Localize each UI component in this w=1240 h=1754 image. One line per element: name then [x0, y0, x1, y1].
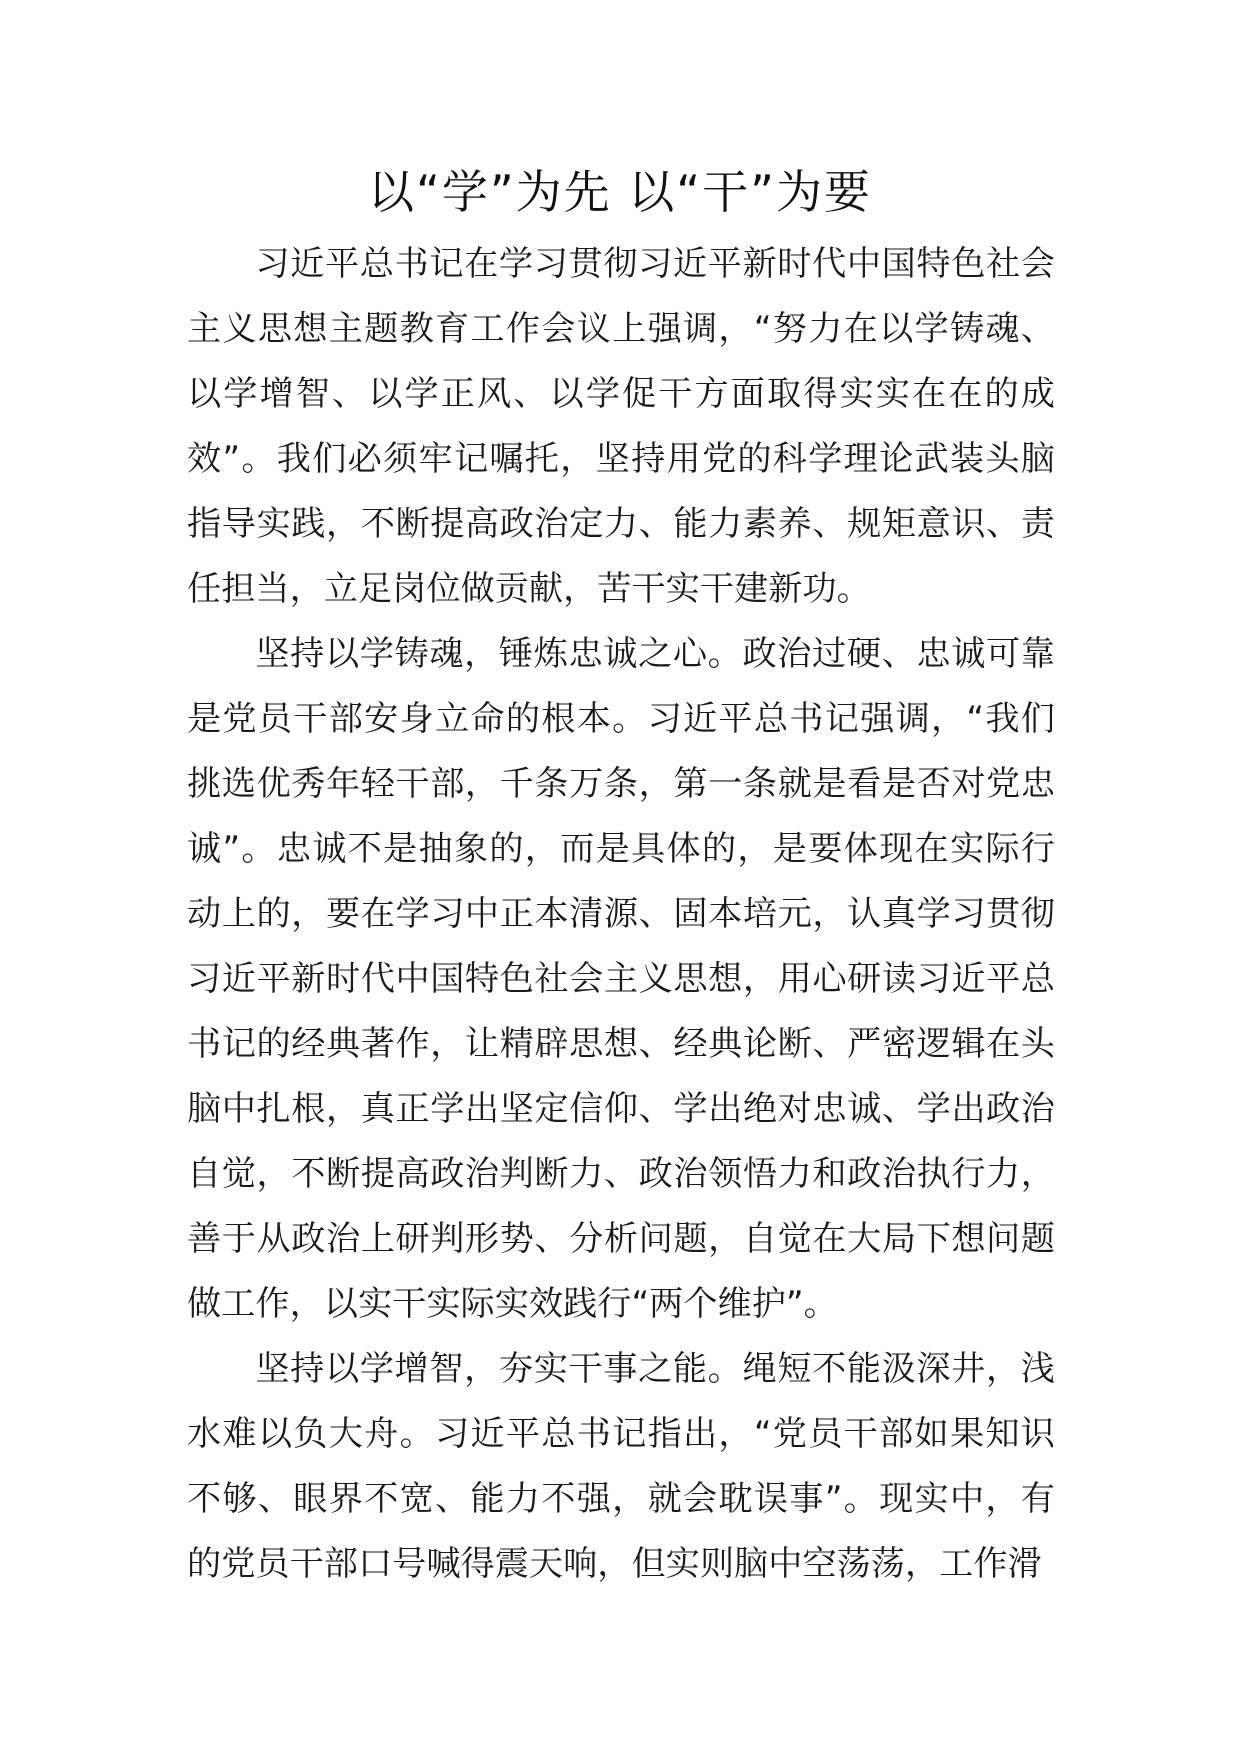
paragraph-ability: 坚持以学增智，夯实干事之能。绳短不能汲深井，浅水难以负大舟。习近平总书记指出，“党员干部如果知识不够、眼界不宽、能力不强，就会耽误事”。现实中，有的党员干部口号喊得震天响，但实则脑中空荡荡，工作滑	[187, 1349, 1055, 1584]
paragraph-intro: 习近平总书记在学习贯彻习近平新时代中国特色社会主义思想主题教育工作会议上强调，“努力在以学铸魂、以学增智、以学正风、以学促干方面取得实实在在的成效”。我们必须牢记嘱托，坚持用党的科学理论武装头脑指导实践，不断提高政治定力、能力素养、规矩意识、责任担当，立足岗位做贡献，苦干实干建新功。	[187, 244, 1055, 609]
document-body	[187, 232, 1055, 1597]
paragraph-loyalty: 坚持以学铸魂，锤炼忠诚之心。政治过硬、忠诚可靠是党员干部安身立命的根本。习近平总书记强调，“我们挑选优秀年轻干部，千条万条，第一条就是看是否对党忠诚”。忠诚不是抽象的，而是具体的，是要体现在实际行动上的，要在学习中正本清源、固本培元，认真学习贯彻习近平新时代中国特色社会主义思想，用心研读习近平总书记的经典著作，让精辟思想、经典论断、严密逻辑在头脑中扎根，真正学出坚定信仰、学出绝对忠诚、学出政治自觉，不断提高政治判断力、政治领悟力和政治执行力，善于从政治上研判形势、分析问题，自觉在大局下想问题做工作，以实干实际实效践行“两个维护”。	[187, 634, 1055, 1324]
document-title: 以“学”为先 以“干”为要	[368, 165, 872, 219]
